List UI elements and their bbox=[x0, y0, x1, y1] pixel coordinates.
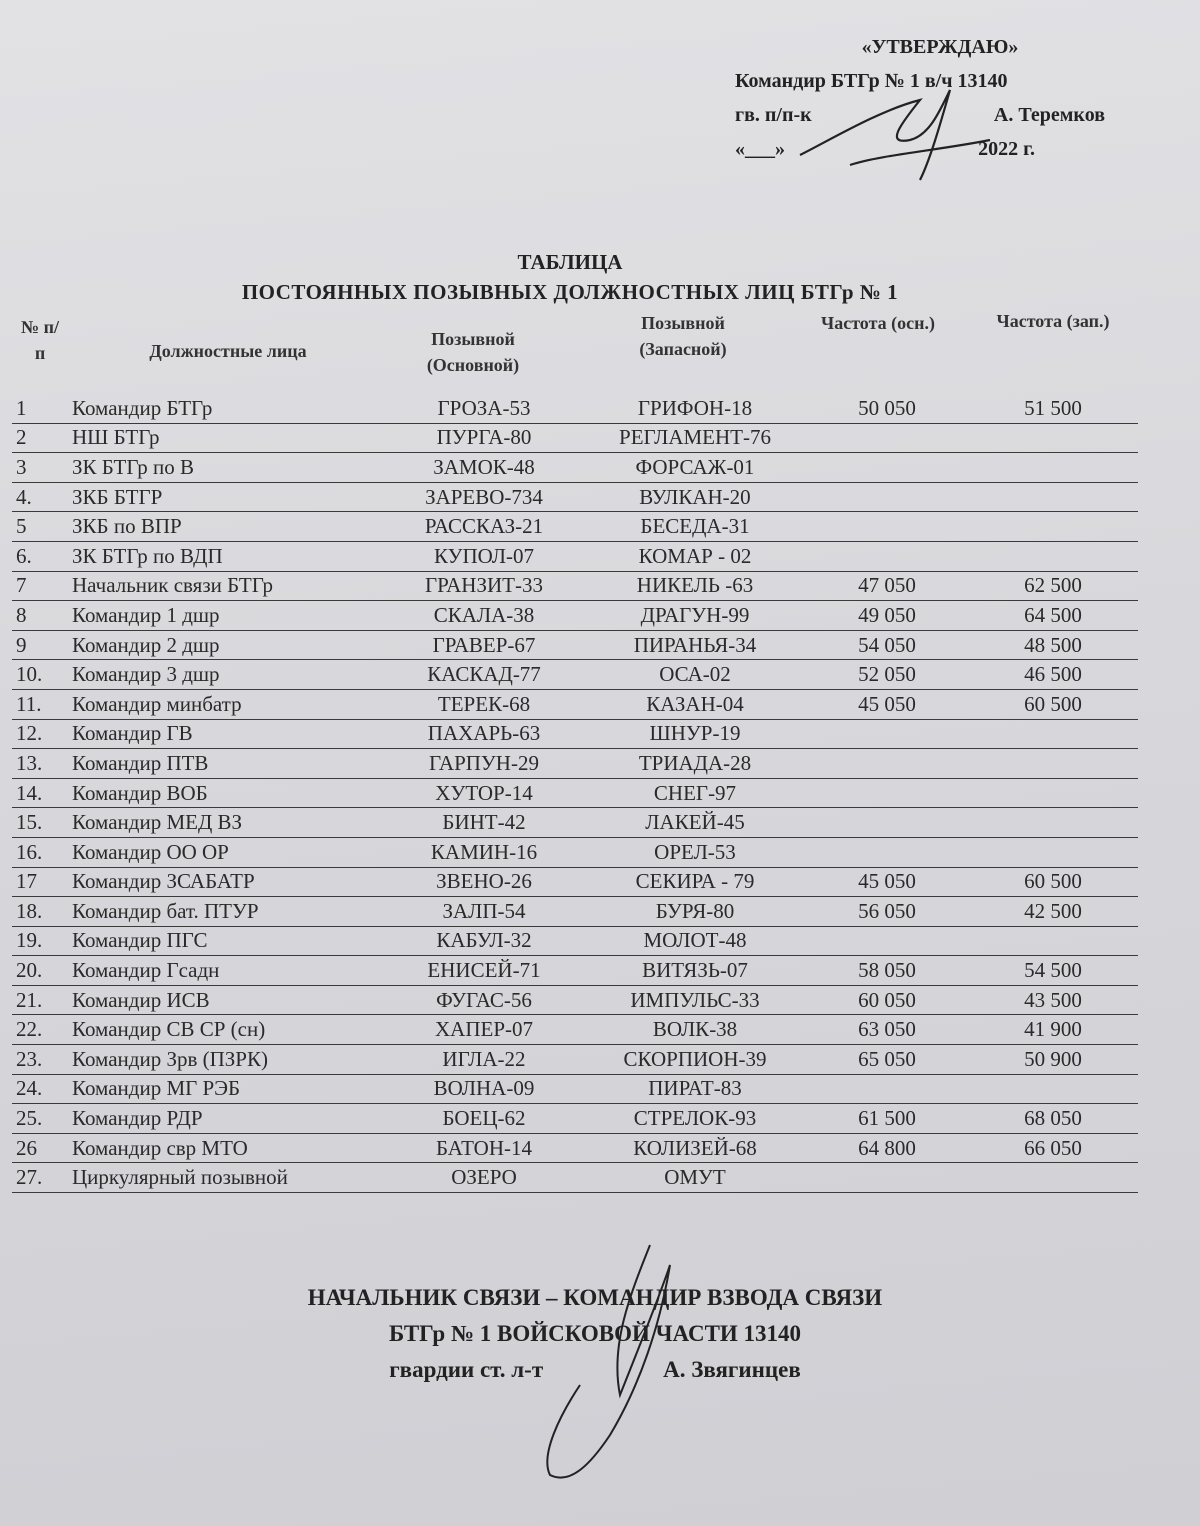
cell-cs1: БИНТ-42 bbox=[384, 808, 584, 838]
header-callsign-reserve: Позывной (Запасной) bbox=[639, 313, 727, 359]
cell-f1: 52 050 bbox=[806, 660, 968, 690]
footer-line-2: БТГр № 1 ВОЙСКОВОЙ ЧАСТИ 13140 bbox=[388, 1321, 802, 1346]
table-row bbox=[12, 749, 1138, 779]
cell-cs1: БАТОН-14 bbox=[384, 1133, 584, 1163]
approval-line-1: Командир БТГр № 1 в/ч 13140 bbox=[735, 70, 1008, 92]
cell-f2 bbox=[968, 1074, 1138, 1104]
cell-cs2: ДРАГУН-99 bbox=[584, 601, 806, 631]
table-row bbox=[12, 571, 1138, 601]
cell-num: 23. bbox=[12, 1045, 68, 1075]
cell-cs2: ГРИФОН-18 bbox=[584, 394, 806, 423]
cell-f1: 45 050 bbox=[806, 867, 968, 897]
cell-pos: Командир БТГр bbox=[68, 394, 384, 423]
cell-f2 bbox=[968, 837, 1138, 867]
cell-cs2: СЕКИРА - 79 bbox=[584, 867, 806, 897]
cell-num: 1 bbox=[12, 394, 68, 423]
cell-num: 27. bbox=[12, 1163, 68, 1193]
table-row bbox=[12, 423, 1138, 453]
cell-f1 bbox=[806, 749, 968, 779]
approval-title: «УТВЕРЖДАЮ» bbox=[861, 36, 1019, 58]
cell-num: 19. bbox=[12, 926, 68, 956]
cell-num: 26 bbox=[12, 1133, 68, 1163]
table-row bbox=[12, 808, 1138, 838]
cell-cs1: КАМИН-16 bbox=[384, 837, 584, 867]
cell-f1 bbox=[806, 808, 968, 838]
header-callsign-main: Позывной (Основной) bbox=[426, 329, 520, 375]
cell-f1: 64 800 bbox=[806, 1133, 968, 1163]
cell-f1 bbox=[806, 926, 968, 956]
cell-pos: Командир минбатр bbox=[68, 689, 384, 719]
cell-cs1: ПУРГА-80 bbox=[384, 423, 584, 453]
cell-cs1: ОЗЕРО bbox=[384, 1163, 584, 1193]
cell-f2 bbox=[968, 778, 1138, 808]
cell-cs2: ВИТЯЗЬ-07 bbox=[584, 956, 806, 986]
cell-f2: 51 500 bbox=[968, 394, 1138, 423]
table-row bbox=[12, 956, 1138, 986]
table-row bbox=[12, 1074, 1138, 1104]
cell-f1 bbox=[806, 423, 968, 453]
cell-cs2: ИМПУЛЬС-33 bbox=[584, 985, 806, 1015]
cell-cs2: КАЗАН-04 bbox=[584, 689, 806, 719]
cell-cs2: ШНУР-19 bbox=[584, 719, 806, 749]
header-freq-main: Частота (осн.) bbox=[821, 313, 935, 333]
cell-pos: НШ БТГр bbox=[68, 423, 384, 453]
cell-num: 21. bbox=[12, 985, 68, 1015]
footer-block bbox=[0, 1280, 1190, 1388]
cell-cs1: ФУГАС-56 bbox=[384, 985, 584, 1015]
cell-f1 bbox=[806, 541, 968, 571]
cell-cs2: СКОРПИОН-39 bbox=[584, 1045, 806, 1075]
approval-block bbox=[735, 30, 1105, 166]
approval-date-year: 2022 г. bbox=[978, 138, 1035, 160]
cell-num: 8 bbox=[12, 601, 68, 631]
cell-f1 bbox=[806, 837, 968, 867]
cell-f1 bbox=[806, 512, 968, 542]
table-row bbox=[12, 1104, 1138, 1134]
cell-cs2: ОРЕЛ-53 bbox=[584, 837, 806, 867]
cell-num: 24. bbox=[12, 1074, 68, 1104]
table-row bbox=[12, 985, 1138, 1015]
cell-cs2: ПИРАТ-83 bbox=[584, 1074, 806, 1104]
cell-num: 20. bbox=[12, 956, 68, 986]
table-row bbox=[12, 897, 1138, 927]
cell-pos: Командир ПТВ bbox=[68, 749, 384, 779]
cell-cs1: КАСКАД-77 bbox=[384, 660, 584, 690]
cell-f2 bbox=[968, 926, 1138, 956]
table-row bbox=[12, 660, 1138, 690]
table-row bbox=[12, 778, 1138, 808]
cell-f2 bbox=[968, 482, 1138, 512]
document-subtitle: ПОСТОЯННЫХ ПОЗЫВНЫХ ДОЛЖНОСТНЫХ ЛИЦ БТГр № 1 bbox=[241, 280, 899, 304]
header-num: № п/п bbox=[21, 317, 59, 363]
footer-rank: гвардии ст. л-т bbox=[389, 1357, 544, 1382]
footer-signature-line bbox=[0, 1352, 1190, 1388]
cell-cs2: НИКЕЛЬ -63 bbox=[584, 571, 806, 601]
cell-f2: 54 500 bbox=[968, 956, 1138, 986]
cell-pos: ЗК БТГр по В bbox=[68, 453, 384, 483]
cell-cs1: ЗАМОК-48 bbox=[384, 453, 584, 483]
cell-cs2: БУРЯ-80 bbox=[584, 897, 806, 927]
cell-cs1: ЗВЕНО-26 bbox=[384, 867, 584, 897]
cell-cs2: КОМАР - 02 bbox=[584, 541, 806, 571]
cell-f1 bbox=[806, 1163, 968, 1193]
cell-f2: 42 500 bbox=[968, 897, 1138, 927]
cell-f2 bbox=[968, 423, 1138, 453]
cell-cs1: ЗАРЕВО-734 bbox=[384, 482, 584, 512]
table-row bbox=[12, 630, 1138, 660]
cell-pos: ЗКБ БТГР bbox=[68, 482, 384, 512]
table-row bbox=[12, 1133, 1138, 1163]
cell-cs2: БЕСЕДА-31 bbox=[584, 512, 806, 542]
cell-f1: 65 050 bbox=[806, 1045, 968, 1075]
cell-f2 bbox=[968, 719, 1138, 749]
cell-cs2: КОЛИЗЕЙ-68 bbox=[584, 1133, 806, 1163]
cell-pos: Командир 3 дшр bbox=[68, 660, 384, 690]
table-row bbox=[12, 482, 1138, 512]
cell-num: 10. bbox=[12, 660, 68, 690]
approval-line-2 bbox=[735, 98, 1105, 132]
cell-pos: Командир МГ РЭБ bbox=[68, 1074, 384, 1104]
cell-pos: Командир Гсадн bbox=[68, 956, 384, 986]
cell-f1: 60 050 bbox=[806, 985, 968, 1015]
cell-cs2: ЛАКЕЙ-45 bbox=[584, 808, 806, 838]
cell-num: 5 bbox=[12, 512, 68, 542]
cell-cs2: СТРЕЛОК-93 bbox=[584, 1104, 806, 1134]
table-row bbox=[12, 1045, 1138, 1075]
cell-f2 bbox=[968, 749, 1138, 779]
table-row bbox=[12, 719, 1138, 749]
cell-f2: 64 500 bbox=[968, 601, 1138, 631]
cell-cs1: ХУТОР-14 bbox=[384, 778, 584, 808]
footer-line-1: НАЧАЛЬНИК СВЯЗИ – КОМАНДИР ВЗВОДА СВЯЗИ bbox=[307, 1285, 883, 1310]
cell-pos: Начальник связи БТГр bbox=[68, 571, 384, 601]
cell-f2 bbox=[968, 541, 1138, 571]
cell-f2: 43 500 bbox=[968, 985, 1138, 1015]
cell-num: 22. bbox=[12, 1015, 68, 1045]
table-row bbox=[12, 541, 1138, 571]
cell-f1: 49 050 bbox=[806, 601, 968, 631]
cell-cs1: КУПОЛ-07 bbox=[384, 541, 584, 571]
cell-num: 14. bbox=[12, 778, 68, 808]
cell-cs1: СКАЛА-38 bbox=[384, 601, 584, 631]
cell-cs1: ЗАЛП-54 bbox=[384, 897, 584, 927]
cell-cs2: ТРИАДА-28 bbox=[584, 749, 806, 779]
table-row bbox=[12, 867, 1138, 897]
table-row bbox=[12, 1163, 1138, 1193]
cell-cs2: ВУЛКАН-20 bbox=[584, 482, 806, 512]
footer-name: А. Звягинцев bbox=[663, 1357, 801, 1382]
cell-pos: ЗК БТГр по ВДП bbox=[68, 541, 384, 571]
approval-date-prefix: «___» bbox=[735, 138, 785, 160]
cell-num: 18. bbox=[12, 897, 68, 927]
cell-cs1: ГРАНЗИТ-33 bbox=[384, 571, 584, 601]
cell-f1: 45 050 bbox=[806, 689, 968, 719]
cell-f2 bbox=[968, 1163, 1138, 1193]
table-row bbox=[12, 689, 1138, 719]
cell-f2: 60 500 bbox=[968, 689, 1138, 719]
cell-cs1: КАБУЛ-32 bbox=[384, 926, 584, 956]
approval-date bbox=[735, 132, 1035, 166]
cell-f1: 56 050 bbox=[806, 897, 968, 927]
cell-f2: 41 900 bbox=[968, 1015, 1138, 1045]
cell-f2: 46 500 bbox=[968, 660, 1138, 690]
table-row bbox=[12, 512, 1138, 542]
cell-cs1: ТЕРЕК-68 bbox=[384, 689, 584, 719]
cell-f2: 68 050 bbox=[968, 1104, 1138, 1134]
header-position: Должностные лица bbox=[149, 341, 307, 361]
cell-num: 13. bbox=[12, 749, 68, 779]
cell-num: 16. bbox=[12, 837, 68, 867]
cell-f1: 47 050 bbox=[806, 571, 968, 601]
cell-f2 bbox=[968, 512, 1138, 542]
cell-pos: Командир 1 дшр bbox=[68, 601, 384, 631]
cell-f2: 48 500 bbox=[968, 630, 1138, 660]
cell-num: 25. bbox=[12, 1104, 68, 1134]
cell-num: 17 bbox=[12, 867, 68, 897]
cell-cs2: ОМУТ bbox=[584, 1163, 806, 1193]
cell-cs2: ФОРСАЖ-01 bbox=[584, 453, 806, 483]
cell-cs1: ГРОЗА-53 bbox=[384, 394, 584, 423]
cell-f1: 50 050 bbox=[806, 394, 968, 423]
cell-cs1: ИГЛА-22 bbox=[384, 1045, 584, 1075]
cell-num: 9 bbox=[12, 630, 68, 660]
cell-num: 12. bbox=[12, 719, 68, 749]
cell-pos: ЗКБ по ВПР bbox=[68, 512, 384, 542]
table-row bbox=[12, 1015, 1138, 1045]
document-title: ТАБЛИЦА bbox=[517, 250, 623, 274]
table-row bbox=[12, 926, 1138, 956]
cell-num: 4. bbox=[12, 482, 68, 512]
cell-pos: Командир РДР bbox=[68, 1104, 384, 1134]
cell-f2 bbox=[968, 808, 1138, 838]
cell-cs2: ОСА-02 bbox=[584, 660, 806, 690]
cell-num: 2 bbox=[12, 423, 68, 453]
cell-f2 bbox=[968, 453, 1138, 483]
cell-pos: Командир ПГС bbox=[68, 926, 384, 956]
cell-pos: Командир ГВ bbox=[68, 719, 384, 749]
cell-f1 bbox=[806, 482, 968, 512]
callsign-table bbox=[12, 394, 1138, 1193]
cell-num: 6. bbox=[12, 541, 68, 571]
cell-cs2: СНЕГ-97 bbox=[584, 778, 806, 808]
cell-f1: 58 050 bbox=[806, 956, 968, 986]
cell-pos: Командир ВОБ bbox=[68, 778, 384, 808]
table-row bbox=[12, 394, 1138, 423]
cell-cs2: МОЛОТ-48 bbox=[584, 926, 806, 956]
cell-cs1: ГРАВЕР-67 bbox=[384, 630, 584, 660]
cell-cs1: ПАХАРЬ-63 bbox=[384, 719, 584, 749]
cell-pos: Командир ЗСАБАТР bbox=[68, 867, 384, 897]
cell-cs1: ВОЛНА-09 bbox=[384, 1074, 584, 1104]
cell-f1 bbox=[806, 1074, 968, 1104]
cell-num: 11. bbox=[12, 689, 68, 719]
table-row bbox=[12, 453, 1138, 483]
cell-f2: 50 900 bbox=[968, 1045, 1138, 1075]
cell-cs1: РАССКАЗ-21 bbox=[384, 512, 584, 542]
cell-num: 3 bbox=[12, 453, 68, 483]
cell-f1 bbox=[806, 778, 968, 808]
cell-cs1: БОЕЦ-62 bbox=[384, 1104, 584, 1134]
cell-pos: Командир ОО ОР bbox=[68, 837, 384, 867]
table-row bbox=[12, 837, 1138, 867]
cell-pos: Командир СВ СР (сн) bbox=[68, 1015, 384, 1045]
cell-cs2: ПИРАНЬЯ-34 bbox=[584, 630, 806, 660]
cell-pos: Командир Зрв (ПЗРК) bbox=[68, 1045, 384, 1075]
cell-f2: 66 050 bbox=[968, 1133, 1138, 1163]
cell-cs2: РЕГЛАМЕНТ-76 bbox=[584, 423, 806, 453]
cell-f1: 61 500 bbox=[806, 1104, 968, 1134]
cell-cs1: ГАРПУН-29 bbox=[384, 749, 584, 779]
cell-f2: 60 500 bbox=[968, 867, 1138, 897]
cell-num: 15. bbox=[12, 808, 68, 838]
cell-f2: 62 500 bbox=[968, 571, 1138, 601]
cell-pos: Командир МЕД ВЗ bbox=[68, 808, 384, 838]
cell-cs2: ВОЛК-38 bbox=[584, 1015, 806, 1045]
table-header bbox=[18, 308, 1138, 392]
cell-f1: 63 050 bbox=[806, 1015, 968, 1045]
cell-f1 bbox=[806, 719, 968, 749]
approval-rank: гв. п/п-к bbox=[735, 104, 812, 126]
table-row bbox=[12, 601, 1138, 631]
cell-pos: Командир свр МТО bbox=[68, 1133, 384, 1163]
cell-cs1: ЕНИСЕЙ-71 bbox=[384, 956, 584, 986]
cell-cs1: ХАПЕР-07 bbox=[384, 1015, 584, 1045]
cell-pos: Командир ИСВ bbox=[68, 985, 384, 1015]
cell-pos: Циркулярный позывной bbox=[68, 1163, 384, 1193]
approval-name: А. Теремков bbox=[993, 104, 1105, 126]
cell-f1: 54 050 bbox=[806, 630, 968, 660]
cell-pos: Командир бат. ПТУР bbox=[68, 897, 384, 927]
cell-pos: Командир 2 дшр bbox=[68, 630, 384, 660]
header-freq-reserve: Частота (зап.) bbox=[996, 311, 1110, 331]
cell-num: 7 bbox=[12, 571, 68, 601]
cell-f1 bbox=[806, 453, 968, 483]
